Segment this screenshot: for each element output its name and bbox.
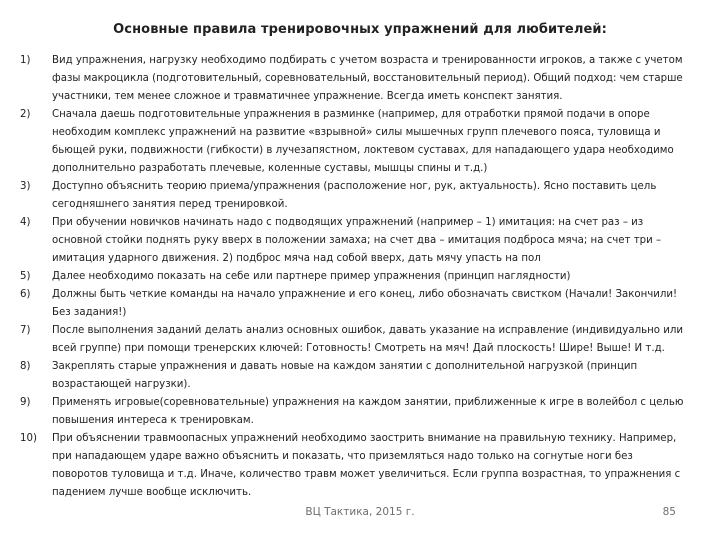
- list-item-number: 10): [20, 433, 37, 444]
- list-item: [0, 358, 720, 394]
- list-item-number: 6): [20, 289, 31, 300]
- list-item: [0, 394, 720, 430]
- list-item-number: 7): [20, 325, 31, 336]
- list-item: [0, 430, 720, 502]
- slide-title: Основные правила тренировочных упражнений для любителей:: [113, 22, 607, 37]
- list-item: [0, 214, 720, 268]
- list-item-text: Доступно объяснить теорию приема/упражнения (расположение ног, рук, актуальность). Ясно поставить цель сегодняшнего занятия перед тренировкой.: [52, 181, 657, 210]
- list-item: [0, 106, 720, 178]
- list-item-text: После выполнения заданий делать анализ основных ошибок, давать указание на исправление (индивидуально или всей группе) при помощи тренерских ключей: Готовность! Смотреть на мяч! Дай плоскость! Шире! Выше! И т.д.: [52, 325, 683, 354]
- list-item-number: 1): [20, 55, 31, 66]
- list-item-text: При объяснении травмоопасных упражнений необходимо заострить внимание на правильную технику. Например, при нападающем ударе важно объяснить и показать, что приземляться надо только на согнутые ноги без поворотов туловища и т.д. Иначе, количество травм может увеличиться. Если группа возрастная, то упражнения с падением лучше вообще исключить.: [52, 433, 681, 498]
- rules-list: [0, 52, 720, 502]
- list-item-number: 5): [20, 271, 31, 282]
- list-item: [0, 52, 720, 106]
- list-item-text: Должны быть четкие команды на начало упражнение и его конец, либо обозначать свистком (Начали! Закончили! Без задания!): [52, 289, 678, 318]
- list-item-text: При обучении новичков начинать надо с подводящих упражнений (например – 1) имитация: на счет раз – из основной стойки поднять руку вверх в положении замаха; на счет два – имитация подброса мяча; на счет три – имитация ударного движения. 2) подброс мяча над собой вверх, дать мячу упасть на пол: [52, 217, 662, 264]
- list-item-number: 2): [20, 109, 31, 120]
- list-item-text: Вид упражнения, нагрузку необходимо подбирать с учетом возраста и тренированности игроков, а также с учетом фазы макроцикла (подготовительный, соревновательный, восстановительный период). Общий подход: чем старше участники, тем менее сложное и травматичнее упражнение. Всегда иметь конспект занятия.: [52, 55, 683, 102]
- list-item: [0, 268, 720, 286]
- list-item-number: 4): [20, 217, 31, 228]
- list-item-text: Далее необходимо показать на себе или партнере пример упражнения (принцип наглядности): [52, 271, 571, 282]
- page-number: 85: [662, 506, 676, 518]
- list-item-text: Применять игровые(соревновательные) упражнения на каждом занятии, приближенные к игре в волейбол с целью повышения интереса к тренировкам.: [52, 397, 684, 426]
- list-item: [0, 286, 720, 322]
- list-item-number: 3): [20, 181, 31, 192]
- footer-text: ВЦ Тактика, 2015 г.: [305, 506, 415, 518]
- list-item-number: 9): [20, 397, 31, 408]
- list-item: [0, 322, 720, 358]
- list-item-text: Закреплять старые упражнения и давать новые на каждом занятии с дополнительной нагрузкой (принцип возрастающей нагрузки).: [52, 361, 638, 390]
- list-item-number: 8): [20, 361, 31, 372]
- list-item-text: Сначала даешь подготовительные упражнения в разминке (например, для отработки прямой подачи в опоре необходим комплекс упражнений на развитие «взрывной» силы мышечных групп плечевого пояса, туловища и бьющей руки, подвижности (гибкости) в лучезапястном, локтевом суставах, для нападающего удара необходимо дополнительно разработать плечевые, коленные суставы, мышцы спины и т.д.): [52, 109, 674, 174]
- list-item: [0, 178, 720, 214]
